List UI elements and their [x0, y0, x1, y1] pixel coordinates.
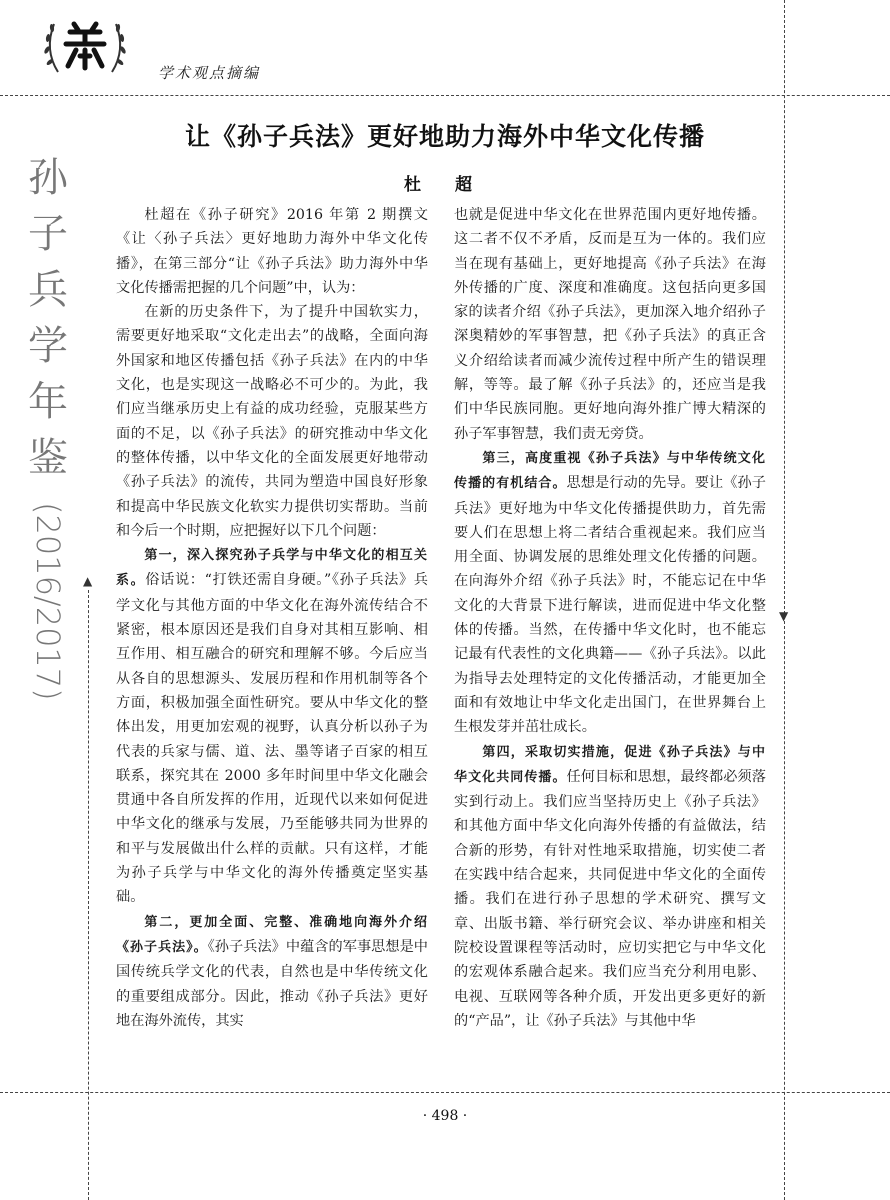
yearbook-year: (2016/2017) [29, 501, 67, 701]
section-heading: 第四，采取切实措施，促进《孙子兵法》与中华文化共同传播。 [454, 744, 766, 785]
paragraph-body: 俗话说：“打铁还需自身硬。”《孙子兵法》兵学文化与其他方面的中华文化在海外流传结合不紧密，根本原因还是我们自身对其相互影响、相互作用、相互融合的研究和理解不够。今后应当从各自的思想源头、发展历程和作用机制等各个方面，积极加强全面性研究。要从中华文化的整体出发，用更加宏观的视野，认真分析以孙子为代表的兵家与儒、道、法、墨等诸子百家的相互联系，探究其在 2000 多年时间里中华文化融会贯通中各自所发挥的作用，近现代以来如何促进中华文化的继承与发展，乃至能够共同为世界的和平与发展做出什么样的贡献。只有这样，才能为孙子兵学与中华文化的海外传播奠定坚实基础。 [116, 572, 428, 906]
yearbook-title-char: 年 [28, 379, 68, 425]
paragraph: 杜超在《孙子研究》2016 年第 2 期撰文《让〈孙子兵法〉更好地助力海外中华文化传播》，在第三部分“让《孙子兵法》助力海外中华文化传播需把握的几个问题”中，认为： [116, 207, 428, 296]
article-title: 让《孙子兵法》更好地助力海外中华文化传播 [184, 122, 705, 151]
yearbook-title-char: 子 [28, 211, 68, 257]
yearbook-title-char: 孙 [28, 155, 68, 201]
top-rule [0, 95, 890, 96]
yearbook-vertical-title [28, 150, 68, 716]
paragraph [116, 543, 428, 909]
section-heading: 第一，深入探究孙子兵学与中华文化的相互关系。 [116, 548, 428, 589]
paragraph-body: 《孙子兵法》中蕴含的军事思想是中国传统兵学文化的代表，自然也是中华传统文化的重要组成部分。因此，推动《孙子兵法》更好地在海外流传，其实 [116, 938, 428, 1029]
paragraph: 在新的历史条件下，为了提升中国软实力，需要更好地采取“文化走出去”的战略，全面向海外国家和地区传播包括《孙子兵法》在内的中华文化，也是实现这一战略必不可少的。为此，我们应当继承历史上有益的成功经验，克服某些方面的不足，以《孙子兵法》的研究推动中华文化的整体传播，以中华文化的全面发展更好地带动《孙子兵法》的流传，共同为塑造中国良好形象和提高中华民族文化软实力提供切实帮助。当前和今后一个时期，应把握好以下几个问题： [116, 304, 428, 539]
article-author: 杜 超 [404, 175, 486, 195]
paragraph [454, 740, 766, 1034]
paragraph-body: 任何目标和思想，最终都必须落实到行动上。我们应当坚持历史上《孙子兵法》和其他方面中华文化向海外传播的有益做法，结合新的形势，有针对性地采取措施，切实使二者在实践中结合起来，共同促进中华文化的全面传播。我们在进行孙子思想的学术研究、撰写文章、出版书籍、举行研究会议、举办讲座和相关院校设置课程等活动时，应切实把它与中华文化的宏观体系融合起来。我们应当充分利用电影、电视、互联网等各种介质，开发出更多更好的新的“产品”，让《孙子兵法》与其他中华 [454, 768, 766, 1029]
emblem-logo-icon [40, 10, 130, 80]
left-text-column [116, 203, 428, 1083]
right-text-column [454, 203, 766, 1083]
yearbook-title-char: 兵 [28, 267, 68, 313]
paragraph [454, 446, 766, 740]
page-number: · 498 · [422, 1108, 468, 1124]
yearbook-title-char: 鉴 [28, 435, 68, 481]
section-label: 学术观点摘编 [158, 64, 261, 82]
down-arrow-icon: ▼ [779, 609, 789, 623]
paragraph: 也就是促进中华文化在世界范围内更好地传播。这二者不仅不矛盾，反而是互为一体的。我们应当在现有基础上，更好地提高《孙子兵法》在海外传播的广度、深度和准确度。这包括向更多国家的读者介绍《孙子兵法》，更加深入地介绍孙子深奥精妙的军事智慧，把《孙子兵法》的真正含义介绍给读者而减少流传过程中所产生的错误理解，等等。最了解《孙子兵法》的，还应当是我们中华民族同胞。更好地向海外推广博大精深的孙子军事智慧，我们责无旁贷。 [454, 207, 766, 442]
yearbook-title-char: 学 [28, 323, 68, 369]
paragraph-body: 思想是行动的先导。要让《孙子兵法》更好地为中华文化传播提供助力，首先需要人们在思想上将二者结合重视起来。我们应当用全面、协调发展的思维处理文化传播的问题。在向海外介绍《孙子兵法》时，不能忘记在中华文化的大背景下进行解读，进而促进中华文化整体的传播。当然，在传播中华文化时，也不能忘记最有代表性的文化典籍——《孙子兵法》。以此为指导去处理特定的文化传播活动，才能更加全面和有效地让中华文化走出国门，在世界舞台上生根发芽并茁壮成长。 [454, 475, 766, 736]
section-heading: 第三，高度重视《孙子兵法》与中华传统文化传播的有机结合。 [454, 450, 766, 492]
section-heading: 第二，更加全面、完整、准确地向海外介绍《孙子兵法》。 [116, 914, 428, 955]
bottom-rule [0, 1092, 890, 1093]
up-arrow-icon: ▲ [83, 574, 93, 588]
paragraph [116, 910, 428, 1033]
